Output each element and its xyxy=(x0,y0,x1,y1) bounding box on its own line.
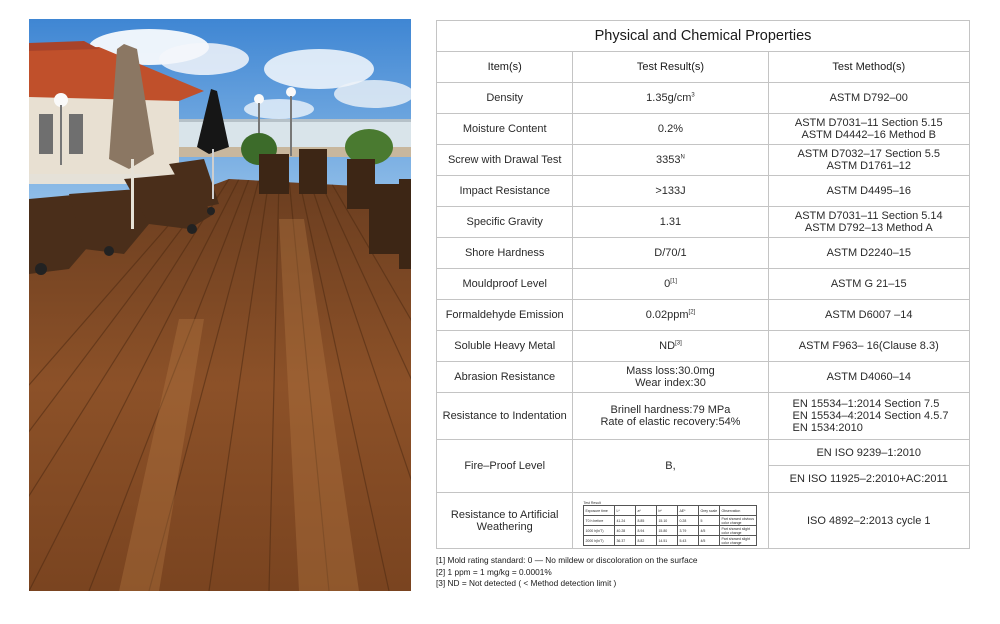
result-cell xyxy=(573,269,768,300)
result-line: Brinell hardness:79 MPa xyxy=(610,404,731,416)
mini-cell: 4/5 xyxy=(699,526,720,536)
mini-cell: Part showed obvious color change xyxy=(720,516,757,526)
result-cell xyxy=(573,331,768,362)
mini-cell: 0.28 xyxy=(678,516,699,526)
mini-header-cell: a* xyxy=(636,506,657,516)
result-superscript: 3 xyxy=(691,92,695,99)
item-cell: Abrasion Resistance xyxy=(437,362,573,393)
method-cell: ASTM D4495–16 xyxy=(768,176,969,207)
method-line: ASTM D792–13 Method A xyxy=(804,222,933,234)
mini-cell: Part showed slight color change xyxy=(720,536,757,546)
item-cell: Moisture Content xyxy=(437,114,573,145)
lamp xyxy=(54,93,68,107)
mini-header-cell: b* xyxy=(657,506,678,516)
mini-header-cell: L* xyxy=(615,506,636,516)
mini-cell: 1000 h(b/T) xyxy=(584,526,615,536)
result-value: 0 xyxy=(664,278,671,290)
result-superscript: [3] xyxy=(675,340,682,347)
footnote: [2] 1 ppm = 1 mg/kg = 0.0001% xyxy=(436,566,552,577)
footnotes xyxy=(436,555,697,590)
item-cell: Specific Gravity xyxy=(437,207,573,238)
method-line: ASTM D7032–17 Section 5.5 xyxy=(797,148,940,160)
mini-cell: 8.94 xyxy=(636,526,657,536)
method-cell: ASTM D6007 –14 xyxy=(768,300,969,331)
item-cell: Impact Resistance xyxy=(437,176,573,207)
table-row xyxy=(437,207,970,238)
mini-cell: 41.24 xyxy=(615,516,636,526)
mini-cell: 14.51 xyxy=(657,536,678,546)
weathering-result-table xyxy=(583,501,757,546)
mini-table-caption: Test Result xyxy=(583,501,601,505)
result-line: Wear index:30 xyxy=(635,377,706,389)
method-cell: ASTM F963– 16(Clause 8.3) xyxy=(768,331,969,362)
result-cell: >133J xyxy=(573,176,768,207)
table-row xyxy=(437,83,970,114)
lamp-post xyxy=(60,105,62,165)
lamp-post xyxy=(290,96,292,156)
result-cell: 1.31 xyxy=(573,207,768,238)
window xyxy=(39,114,53,154)
result-cell: D/70/1 xyxy=(573,238,768,269)
mini-cell: 3.79 xyxy=(678,526,699,536)
method-cell: ASTM D4060–14 xyxy=(768,362,969,393)
result-value: ND xyxy=(659,340,676,352)
cloud xyxy=(159,43,249,75)
item-cell: Fire–Proof Level xyxy=(437,440,573,493)
deck-photo xyxy=(29,19,411,591)
item-cell: Screw with Drawal Test xyxy=(437,145,573,176)
mini-cell: 40.28 xyxy=(615,526,636,536)
method-line: EN 15534–1:2014 Section 7.5 xyxy=(792,398,940,410)
table-row xyxy=(437,393,970,440)
umbrella-pole xyxy=(131,159,134,229)
mini-cell: 8.85 xyxy=(636,516,657,526)
mini-cell: T0 h before xyxy=(584,516,615,526)
mini-cell: 15.10 xyxy=(657,516,678,526)
table-row xyxy=(437,493,970,549)
method-cell: ASTM G 21–15 xyxy=(768,269,969,300)
mini-header-cell: Observation xyxy=(720,506,757,516)
method-line: ASTM D7031–11 Section 5.15 xyxy=(794,117,943,129)
mini-cell: 5 xyxy=(699,516,720,526)
result-superscript: [2] xyxy=(688,309,696,316)
method-cell: ASTM D2240–15 xyxy=(768,238,969,269)
item-line: Resistance to Artificial xyxy=(450,508,559,521)
mini-cell: 15.80 xyxy=(657,526,678,536)
result-cell xyxy=(573,393,768,440)
method-cell xyxy=(768,114,969,145)
mini-header-cell: Grey scale xyxy=(699,506,720,516)
result-cell xyxy=(573,300,768,331)
cloud xyxy=(244,99,314,119)
method-cell: EN ISO 9239–1:2010 xyxy=(768,440,969,466)
column-header-method: Test Method(s) xyxy=(768,52,969,83)
result-cell xyxy=(573,362,768,393)
column-header-item: Item(s) xyxy=(437,52,573,83)
mini-cell: 8.82 xyxy=(636,536,657,546)
method-line: EN 15534–4:2014 Section 4.5.7 xyxy=(792,410,949,422)
table-row xyxy=(437,114,970,145)
table-row xyxy=(437,440,970,466)
mini-table xyxy=(583,505,757,546)
method-cell: EN ISO 11925–2:2010+AC:2011 xyxy=(768,466,969,493)
column-header-result: Test Result(s) xyxy=(573,52,768,83)
result-cell: 0.2% xyxy=(573,114,768,145)
item-cell: Density xyxy=(437,83,573,114)
item-cell xyxy=(437,493,573,549)
deck-photo-graphic xyxy=(29,19,411,591)
table-title-row xyxy=(437,21,970,52)
mini-cell: 4/5 xyxy=(699,536,720,546)
result-value: 3353 xyxy=(656,154,681,166)
item-cell: Soluble Heavy Metal xyxy=(437,331,573,362)
result-cell: B, xyxy=(573,440,768,493)
mini-table-header xyxy=(584,506,757,516)
method-cell: ASTM D792–00 xyxy=(768,83,969,114)
mini-header-cell: Exposure time xyxy=(584,506,615,516)
table-title: Physical and Chemical Properties xyxy=(437,21,970,52)
method-line: ASTM D4442–16 Method B xyxy=(801,129,937,141)
method-line: ASTM D1761–12 xyxy=(826,160,911,172)
table-row xyxy=(437,176,970,207)
result-cell xyxy=(573,83,768,114)
result-cell xyxy=(573,493,768,549)
item-line: Weathering xyxy=(476,520,533,533)
lamp xyxy=(286,87,296,97)
table-row xyxy=(437,269,970,300)
result-line: Rate of elastic recovery:54% xyxy=(600,416,741,428)
mini-header-cell: ΔE* xyxy=(678,506,699,516)
table-header-row xyxy=(437,52,970,83)
table-row xyxy=(437,145,970,176)
mini-table-row xyxy=(584,536,757,546)
footnote: [1] Mold rating standard: 0 — No mildew or discoloration on the surface xyxy=(436,555,698,565)
result-value: 1.35g/cm xyxy=(646,92,692,104)
cloud xyxy=(334,80,411,108)
mini-cell: 2000 h(b/T) xyxy=(584,536,615,546)
result-superscript: [1] xyxy=(670,278,677,285)
mini-cell: Part showed slight color change xyxy=(720,526,757,536)
mini-table-row xyxy=(584,516,757,526)
item-cell: Shore Hardness xyxy=(437,238,573,269)
result-superscript: N xyxy=(680,154,685,161)
method-cell xyxy=(768,393,969,440)
lamp xyxy=(254,94,264,104)
table-row xyxy=(437,238,970,269)
item-cell: Resistance to Indentation xyxy=(437,393,573,440)
table-row xyxy=(437,300,970,331)
method-cell xyxy=(768,145,969,176)
properties-table xyxy=(436,20,970,549)
mini-table-row xyxy=(584,526,757,536)
item-cell: Formaldehyde Emission xyxy=(437,300,573,331)
method-line: EN 1534:2010 xyxy=(792,422,863,434)
table-row xyxy=(437,362,970,393)
result-cell xyxy=(573,145,768,176)
table-row xyxy=(437,331,970,362)
mini-cell: 36.37 xyxy=(615,536,636,546)
method-cell xyxy=(768,207,969,238)
method-cell: ISO 4892–2:2013 cycle 1 xyxy=(768,493,969,549)
method-line: ASTM D7031–11 Section 5.14 xyxy=(794,210,943,222)
window xyxy=(69,114,83,154)
item-cell: Mouldproof Level xyxy=(437,269,573,300)
footnote: [3] ND = Not detected ( < Method detection limit ) xyxy=(436,578,617,588)
result-line: Mass loss:30.0mg xyxy=(626,365,715,377)
mini-cell: 5.43 xyxy=(678,536,699,546)
result-value: 0.02ppm xyxy=(645,309,689,321)
umbrella-pole xyxy=(212,149,214,199)
